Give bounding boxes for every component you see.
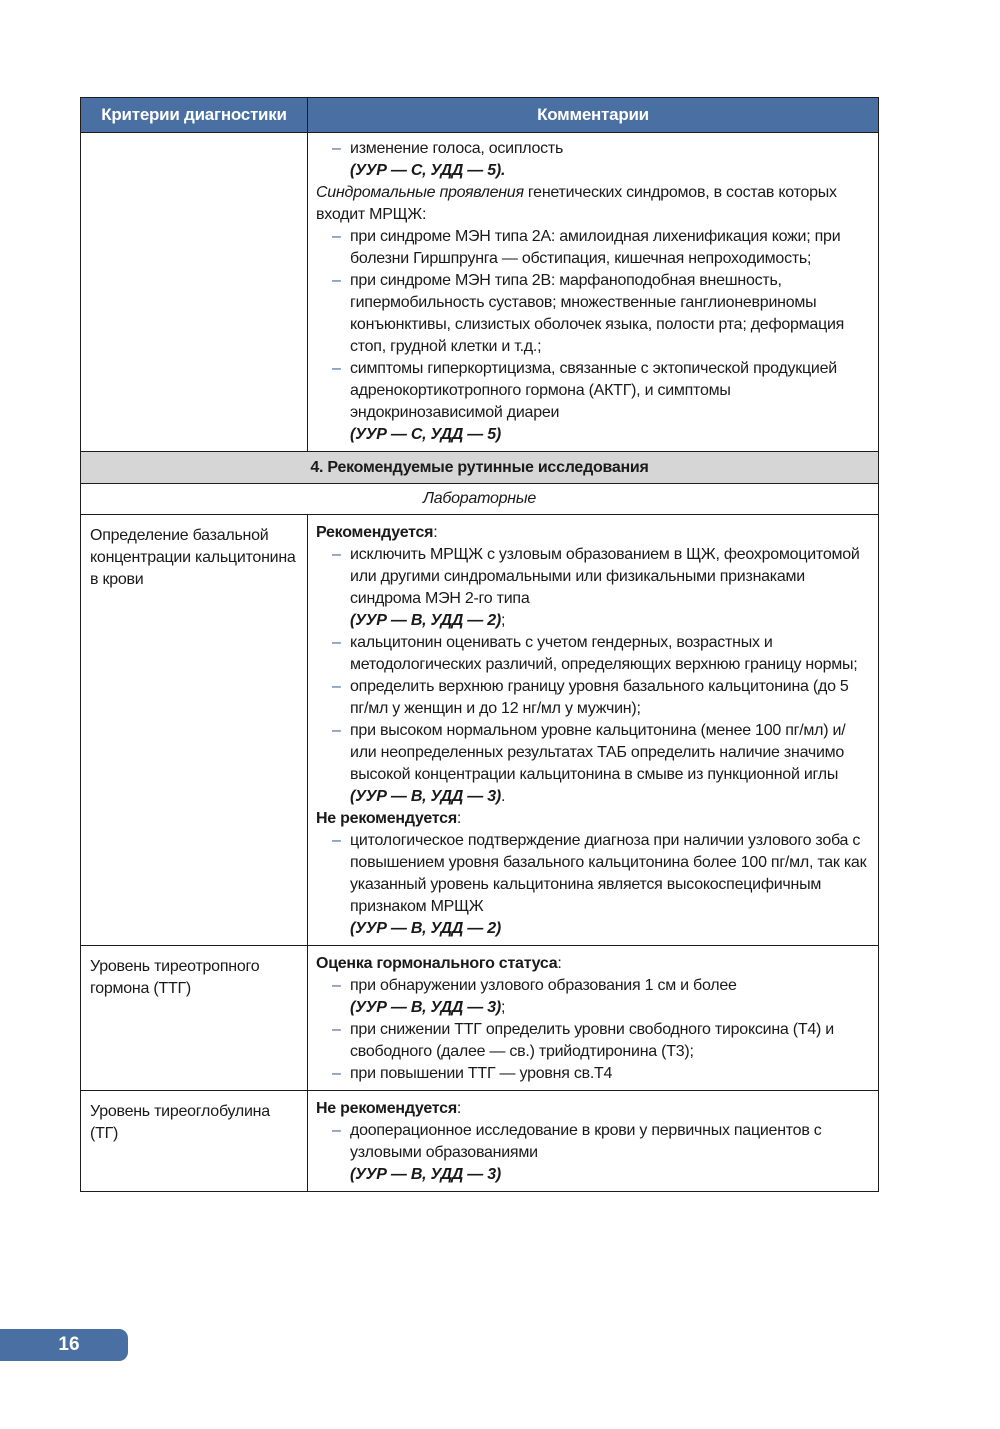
section-title: 4. Рекомендуемые рутинные исследования	[81, 452, 879, 484]
evidence-level: (УУР — В, УДД — 3)	[350, 1166, 501, 1183]
criterion-cell-empty	[81, 133, 308, 452]
list-item: – при синдроме МЭН типа 2А: амилоидная лихенификация кожи; при болезни Гиршпрунга — обстипация, кишечная непроходимость;	[316, 226, 870, 270]
table-row	[81, 1091, 879, 1192]
dash-list	[316, 830, 870, 918]
comment-cell	[308, 515, 879, 946]
paragraph-text: генетических синдромов, в состав которых входит МРЩЖ:	[316, 184, 837, 223]
list-item: – симптомы гиперкортицизма, связанные с эктопической продукцией адренокортикотропного гормона (АКТГ), и симптомы эндокринозависимой диареи	[316, 358, 870, 424]
dash-list	[316, 226, 870, 424]
evidence-level: (УУР — В, УДД — 2);	[350, 612, 506, 629]
subsection-title: Лабораторные	[81, 484, 879, 515]
criterion-cell: Уровень тиреотропного гормона (ТТГ)	[81, 946, 308, 1091]
list-item: – при высоком нормальном уровне кальцитонина (менее 100 пг/мл) и/или неопределенных результатах ТАБ определить наличие значимо высокой концентрации кальцитонина в смыве из пункционной иглы	[316, 720, 870, 786]
table-row	[81, 515, 879, 946]
table-row	[81, 133, 879, 452]
dash-list	[316, 138, 870, 160]
comment-cell	[308, 133, 879, 452]
column-header-comments: Комментарии	[308, 98, 879, 133]
evidence-level: (УУР — В, УДД — 3).	[350, 788, 506, 805]
dash-list	[316, 975, 870, 997]
evidence-level: (УУР — С, УДД — 5)	[350, 426, 501, 443]
table-header-row	[81, 98, 879, 133]
paragraph	[316, 182, 870, 226]
section-row	[81, 452, 879, 484]
recommended-heading: Рекомендуется:	[316, 524, 438, 541]
list-item: – цитологическое подтверждение диагноза при наличии узлового зоба с повышением уровня базального кальцитонина более 100 пг/мл, так как указанный уровень кальцитонина является высокоспецифичным признаком МРЩЖ	[316, 830, 870, 918]
list-item: – при обнаружении узлового образования 1 см и более	[316, 975, 870, 997]
criterion-cell: Определение базальной концентрации кальцитонина в крови	[81, 515, 308, 946]
dash-list	[316, 1019, 870, 1085]
not-recommended-heading: Не рекомендуется:	[316, 810, 462, 827]
list-item: – при повышении ТТГ — уровня св.Т4	[316, 1063, 870, 1085]
evidence-level: (УУР — В, УДД — 3);	[350, 999, 506, 1016]
criteria-table	[80, 97, 879, 1192]
comment-cell	[308, 946, 879, 1091]
not-recommended-heading: Не рекомендуется:	[316, 1100, 462, 1117]
subsection-row	[81, 484, 879, 515]
dash-list	[316, 1120, 870, 1164]
list-item: – определить верхнюю границу уровня базального кальцитонина (до 5 пг/мл у женщин и до 12 нг/мл у мужчин);	[316, 676, 870, 720]
evidence-level: (УУР — С, УДД — 5).	[350, 162, 506, 179]
dash-list	[316, 544, 870, 610]
hormonal-status-heading: Оценка гормонального статуса:	[316, 955, 562, 972]
criterion-cell: Уровень тиреоглобулина (ТГ)	[81, 1091, 308, 1192]
table-row	[81, 946, 879, 1091]
list-item: – кальцитонин оценивать с учетом гендерных, возрастных и методологических различий, определяющих верхнюю границу нормы;	[316, 632, 870, 676]
comment-cell	[308, 1091, 879, 1192]
list-item: – исключить МРЩЖ с узловым образованием в ЩЖ, феохромоцитомой или другими синдромальными или физикальными признаками синдрома МЭН 2-го типа	[316, 544, 870, 610]
paragraph-italic: Синдромальные проявления	[316, 184, 524, 201]
column-header-criteria: Критерии диагностики	[81, 98, 308, 133]
list-item: – при снижении ТТГ определить уровни свободного тироксина (Т4) и свободного (далее — св.) трийодтиронина (Т3);	[316, 1019, 870, 1063]
evidence-level: (УУР — В, УДД — 2)	[350, 920, 501, 937]
page-number: 16	[0, 1329, 128, 1361]
list-item: – дооперационное исследование в крови у первичных пациентов с узловыми образованиями	[316, 1120, 870, 1164]
list-item: – при синдроме МЭН типа 2В: марфаноподобная внешность, гипермобильность суставов; множественные ганглионевриномы конъюнктивы, слизистых оболочек языка, полости рта; деформация стоп, грудной клетки и т.д.;	[316, 270, 870, 358]
list-item: – изменение голоса, осиплость	[316, 138, 870, 160]
dash-list	[316, 632, 870, 786]
